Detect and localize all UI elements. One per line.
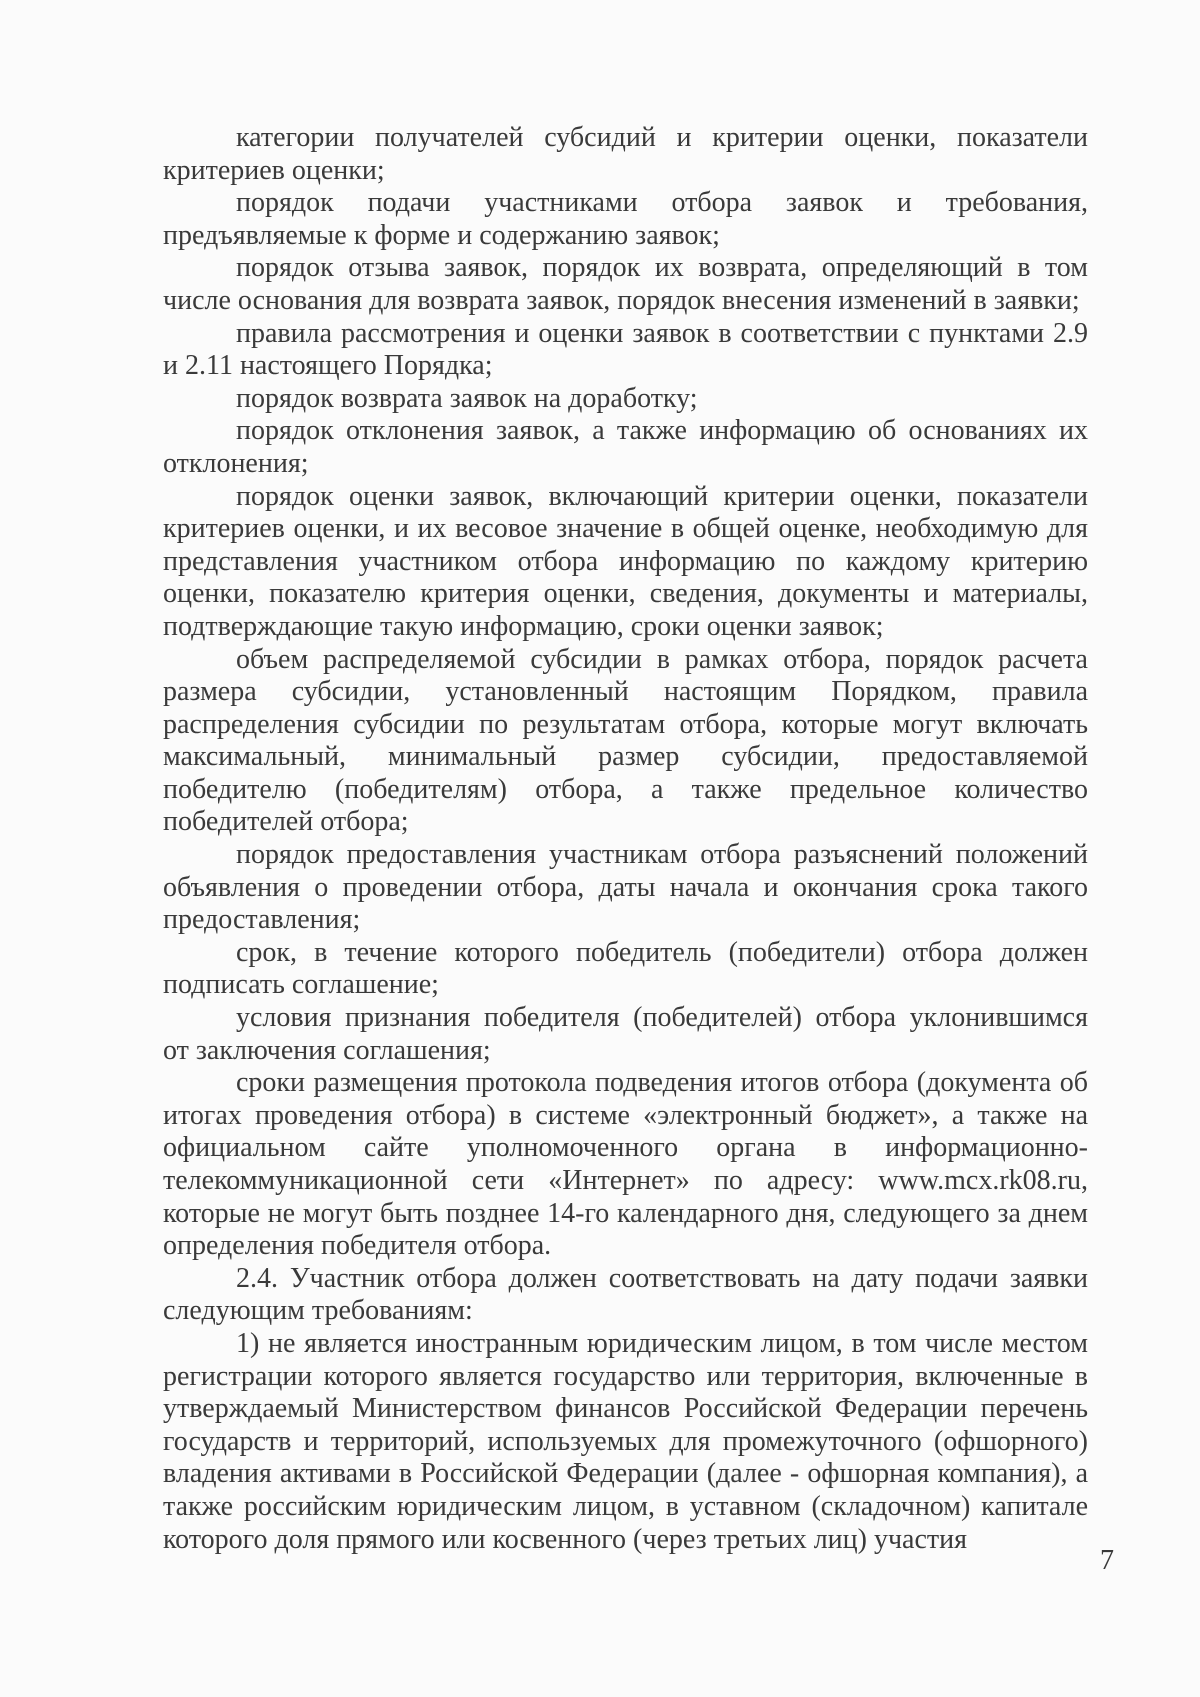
paragraph: объем распределяемой субсидии в рамках отбора, порядок расчета размера субсидии, установленный настоящим Порядком, правила распределения субсидии по результатам отбора, которые могут включать максимальный, минимальный размер субсидии, предоставляемой победителю (победителям) отбора, а также предельное количество победителей отбора; — [163, 643, 1088, 838]
paragraph: порядок отзыва заявок, порядок их возврата, определяющий в том числе основания для возврата заявок, порядок внесения изменений в заявки; — [163, 252, 1088, 316]
paragraph: порядок оценки заявок, включающий критерии оценки, показатели критериев оценки, и их весовое значение в общей оценке, необходимую для представления участником отбора информацию по каждому критерию оценки, показателю критерия оценки, сведения, документы и материалы, подтверждающие такую информацию, сроки оценки заявок; — [163, 480, 1088, 642]
paragraph: порядок отклонения заявок, а также информацию об основаниях их отклонения; — [163, 415, 1088, 479]
document-body — [163, 122, 1088, 1556]
page-number: 7 — [1100, 1545, 1114, 1576]
paragraph: порядок подачи участниками отбора заявок и требования, предъявляемые к форме и содержанию заявок; — [163, 187, 1088, 251]
paragraph: условия признания победителя (победителей) отбора уклонившимся от заключения соглашения; — [163, 1002, 1088, 1066]
paragraph: порядок предоставления участникам отбора разъяснений положений объявления о проведении отбора, даты начала и окончания срока такого предоставления; — [163, 839, 1088, 936]
list-item-paragraph: 1) не является иностранным юридическим лицом, в том числе местом регистрации которого является государство или территория, включенные в утверждаемый Министерством финансов Российской Федерации перечень государств и территорий, используемых для промежуточного (офшорного) владения активами в Российской Федерации (далее - офшорная компания), а также российским юридическим лицом, в уставном (складочном) капитале которого доля прямого или косвенного (через третьих лиц) участия — [163, 1327, 1088, 1555]
paragraph: порядок возврата заявок на доработку; — [236, 382, 698, 414]
paragraph: правила рассмотрения и оценки заявок в соответствии с пунктами 2.9 и 2.11 настоящего Порядка; — [163, 317, 1088, 382]
paragraph: категории получателей субсидий и критерии оценки, показатели критериев оценки; — [163, 122, 1088, 186]
paragraph: сроки размещения протокола подведения итогов отбора (документа об итогах проведения отбора) в системе «электронный бюджет», а также на официальном сайте уполномоченного органа в информационно-телекоммуникационной сети «Интернет» по адресу: www.mcx.rk08.ru, которые не могут быть позднее 14-го календарного дня, следующего за днем определения победителя отбора. — [163, 1067, 1088, 1262]
paragraph: срок, в течение которого победитель (победители) отбора должен подписать соглашение; — [163, 936, 1088, 1001]
section-paragraph: 2.4. Участник отбора должен соответствовать на дату подачи заявки следующим требованиям: — [163, 1262, 1088, 1327]
